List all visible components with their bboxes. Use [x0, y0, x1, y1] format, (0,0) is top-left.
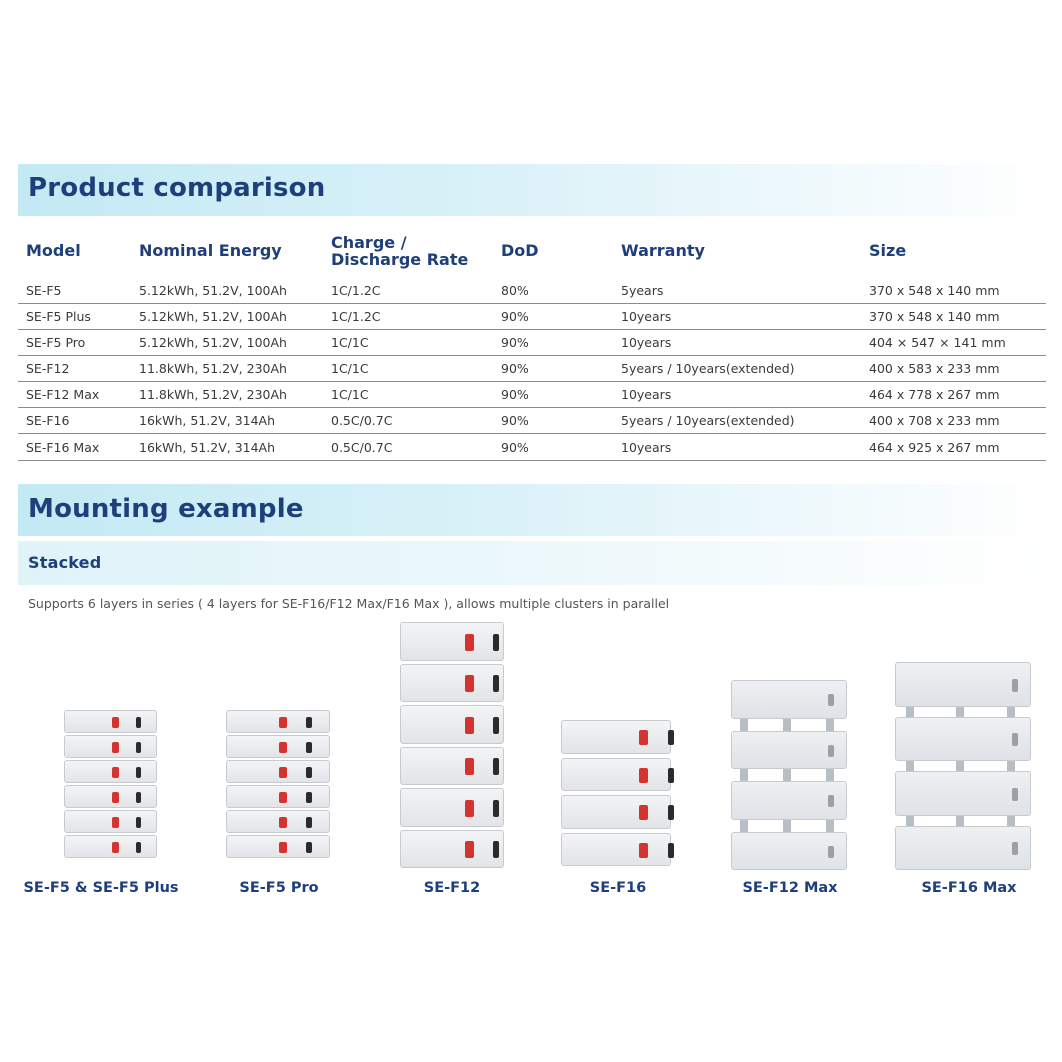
cell-dod: 90%: [501, 440, 529, 455]
comparison-table-header: [18, 224, 1046, 276]
product-comparison-banner: [18, 164, 1046, 216]
black-terminal-icon: [306, 717, 312, 727]
black-terminal-icon: [493, 634, 499, 651]
cell-dod: 90%: [501, 413, 529, 428]
battery-stack-se-f12: [400, 622, 504, 868]
latch-icon: [828, 745, 834, 757]
black-terminal-icon: [306, 817, 312, 827]
cell-warranty: 10years: [621, 335, 672, 350]
cell-size: 464 x 925 x 267 mm: [869, 440, 1000, 455]
battery-stack-se-f12-max: [731, 680, 847, 870]
latch-icon: [1012, 842, 1018, 855]
red-terminal-icon: [279, 742, 287, 752]
cell-dod: 90%: [501, 335, 529, 350]
battery-module: [226, 835, 330, 858]
stack-spacer: [956, 707, 964, 717]
cell-dod: 90%: [501, 387, 529, 402]
black-terminal-icon: [306, 842, 312, 852]
battery-module: [64, 835, 157, 858]
stack-spacer: [740, 719, 748, 731]
table-row: [18, 303, 1046, 330]
cell-rate: 1C/1C: [331, 361, 369, 376]
cell-model: SE-F5 Pro: [26, 335, 86, 350]
cell-model: SE-F16: [26, 413, 70, 428]
stack-spacer: [906, 816, 914, 826]
black-terminal-icon: [136, 792, 142, 802]
caption-se-f16-max: SE-F16 Max: [921, 880, 1017, 896]
cell-rate: 1C/1.2C: [331, 309, 381, 324]
black-terminal-icon: [136, 842, 142, 852]
stack-spacer: [740, 769, 748, 781]
battery-module: [895, 717, 1031, 762]
table-row: [18, 381, 1046, 408]
cell-size: 370 x 548 x 140 mm: [869, 309, 1000, 324]
red-terminal-icon: [639, 843, 648, 858]
subsection-title-stacked: Stacked: [28, 553, 102, 572]
battery-module: [895, 662, 1031, 707]
black-terminal-icon: [306, 792, 312, 802]
red-terminal-icon: [279, 842, 287, 852]
table-row: [18, 434, 1046, 461]
battery-module: [64, 735, 157, 758]
table-row: [18, 407, 1046, 434]
header-rate: Charge / Discharge Rate: [331, 233, 469, 269]
caption-se-f5-pro: SE-F5 Pro: [239, 880, 319, 896]
section-title-mounting: Mounting example: [28, 494, 304, 524]
stack-spacer: [956, 816, 964, 826]
red-terminal-icon: [465, 717, 473, 734]
cell-size: 404 × 547 × 141 mm: [869, 335, 1006, 350]
battery-module: [561, 720, 671, 754]
stack-spacer: [783, 769, 791, 781]
cell-dod: 90%: [501, 361, 529, 376]
black-terminal-icon: [493, 800, 499, 817]
red-terminal-icon: [639, 805, 648, 820]
black-terminal-icon: [306, 767, 312, 777]
cell-model: SE-F16 Max: [26, 440, 100, 455]
red-terminal-icon: [112, 792, 119, 802]
cell-warranty: 5years / 10years(extended): [621, 413, 795, 428]
section-title-comparison: Product comparison: [28, 173, 326, 203]
stack-spacer: [906, 707, 914, 717]
black-terminal-icon: [493, 675, 499, 692]
cell-rate: 1C/1.2C: [331, 283, 381, 298]
cell-size: 370 x 548 x 140 mm: [869, 283, 1000, 298]
cell-energy: 16kWh, 51.2V, 314Ah: [139, 413, 276, 428]
battery-module: [226, 810, 330, 833]
battery-module: [64, 785, 157, 808]
cell-energy: 11.8kWh, 51.2V, 230Ah: [139, 387, 287, 402]
table-row: [18, 277, 1046, 304]
mounting-example-banner: [18, 484, 1046, 536]
stack-spacer: [1007, 761, 1015, 771]
battery-module: [561, 758, 671, 792]
battery-stack-se-f16: [561, 720, 671, 866]
red-terminal-icon: [465, 841, 473, 858]
battery-module: [64, 810, 157, 833]
cell-dod: 90%: [501, 309, 529, 324]
battery-module: [226, 760, 330, 783]
cell-size: 400 x 708 x 233 mm: [869, 413, 1000, 428]
black-terminal-icon: [136, 717, 142, 727]
cell-warranty: 10years: [621, 309, 672, 324]
cell-energy: 11.8kWh, 51.2V, 230Ah: [139, 361, 287, 376]
table-row: [18, 329, 1046, 356]
latch-icon: [828, 846, 834, 858]
cell-energy: 5.12kWh, 51.2V, 100Ah: [139, 309, 287, 324]
latch-icon: [1012, 679, 1018, 692]
battery-module: [400, 830, 504, 869]
latch-icon: [828, 795, 834, 807]
black-terminal-icon: [136, 817, 142, 827]
stack-spacer: [783, 820, 791, 832]
red-terminal-icon: [279, 717, 287, 727]
cell-rate: 0.5C/0.7C: [331, 440, 393, 455]
cell-energy: 16kWh, 51.2V, 314Ah: [139, 440, 276, 455]
header-dod: DoD: [501, 241, 539, 260]
cell-warranty: 10years: [621, 440, 672, 455]
table-row: [18, 355, 1046, 382]
battery-module: [400, 622, 504, 661]
stack-spacer: [826, 769, 834, 781]
battery-module: [226, 785, 330, 808]
cell-model: SE-F5: [26, 283, 62, 298]
red-terminal-icon: [465, 675, 473, 692]
red-terminal-icon: [465, 634, 473, 651]
battery-module: [226, 710, 330, 733]
battery-module: [895, 771, 1031, 816]
red-terminal-icon: [112, 817, 119, 827]
cell-rate: 0.5C/0.7C: [331, 413, 393, 428]
red-terminal-icon: [279, 817, 287, 827]
red-terminal-icon: [112, 767, 119, 777]
battery-module: [731, 680, 847, 719]
black-terminal-icon: [136, 767, 142, 777]
black-terminal-icon: [136, 742, 142, 752]
header-energy: Nominal Energy: [139, 241, 282, 260]
latch-icon: [828, 694, 834, 706]
battery-module: [895, 826, 1031, 871]
header-warranty: Warranty: [621, 241, 705, 260]
red-terminal-icon: [279, 767, 287, 777]
black-terminal-icon: [668, 805, 675, 820]
battery-module: [400, 664, 504, 703]
battery-module: [64, 760, 157, 783]
cell-energy: 5.12kWh, 51.2V, 100Ah: [139, 283, 287, 298]
battery-module: [64, 710, 157, 733]
black-terminal-icon: [668, 843, 675, 858]
red-terminal-icon: [112, 742, 119, 752]
red-terminal-icon: [639, 768, 648, 783]
stack-spacer: [740, 820, 748, 832]
cell-model: SE-F12 Max: [26, 387, 100, 402]
stack-spacer: [956, 761, 964, 771]
stacked-subheader: [18, 541, 1046, 585]
battery-module: [400, 705, 504, 744]
cell-energy: 5.12kWh, 51.2V, 100Ah: [139, 335, 287, 350]
cell-warranty: 5years: [621, 283, 664, 298]
cell-size: 464 x 778 x 267 mm: [869, 387, 1000, 402]
stack-spacer: [826, 719, 834, 731]
caption-se-f12-max: SE-F12 Max: [742, 880, 838, 896]
black-terminal-icon: [493, 758, 499, 775]
latch-icon: [1012, 788, 1018, 801]
cell-model: SE-F12: [26, 361, 70, 376]
stack-spacer: [906, 761, 914, 771]
stacking-note: Supports 6 layers in series ( 4 layers for SE-F16/F12 Max/F16 Max ), allows multiple clusters in parallel: [28, 596, 670, 611]
battery-module: [561, 833, 671, 867]
cell-rate: 1C/1C: [331, 335, 369, 350]
header-size: Size: [869, 241, 907, 260]
caption-se-f12: SE-F12: [423, 880, 481, 896]
red-terminal-icon: [279, 792, 287, 802]
caption-se-f16: SE-F16: [589, 880, 647, 896]
battery-stack-se-f5: [64, 710, 157, 858]
stack-spacer: [1007, 707, 1015, 717]
cell-warranty: 5years / 10years(extended): [621, 361, 795, 376]
black-terminal-icon: [493, 841, 499, 858]
battery-module: [226, 735, 330, 758]
header-model: Model: [26, 241, 81, 260]
battery-module: [731, 731, 847, 770]
battery-module: [400, 788, 504, 827]
battery-module: [400, 747, 504, 786]
red-terminal-icon: [112, 717, 119, 727]
stack-spacer: [783, 719, 791, 731]
red-terminal-icon: [112, 842, 119, 852]
stack-spacer: [826, 820, 834, 832]
black-terminal-icon: [306, 742, 312, 752]
red-terminal-icon: [465, 758, 473, 775]
cell-warranty: 10years: [621, 387, 672, 402]
cell-dod: 80%: [501, 283, 529, 298]
red-terminal-icon: [465, 800, 473, 817]
stack-spacer: [1007, 816, 1015, 826]
black-terminal-icon: [493, 717, 499, 734]
caption-se-f5: SE-F5 & SE-F5 Plus: [23, 880, 179, 896]
cell-size: 400 x 583 x 233 mm: [869, 361, 1000, 376]
latch-icon: [1012, 733, 1018, 746]
battery-stack-se-f5-pro: [226, 710, 330, 858]
cell-model: SE-F5 Plus: [26, 309, 91, 324]
battery-module: [561, 795, 671, 829]
battery-module: [731, 832, 847, 871]
battery-stack-se-f16-max: [895, 662, 1031, 870]
red-terminal-icon: [639, 730, 648, 745]
black-terminal-icon: [668, 730, 675, 745]
cell-rate: 1C/1C: [331, 387, 369, 402]
black-terminal-icon: [668, 768, 675, 783]
battery-module: [731, 781, 847, 820]
